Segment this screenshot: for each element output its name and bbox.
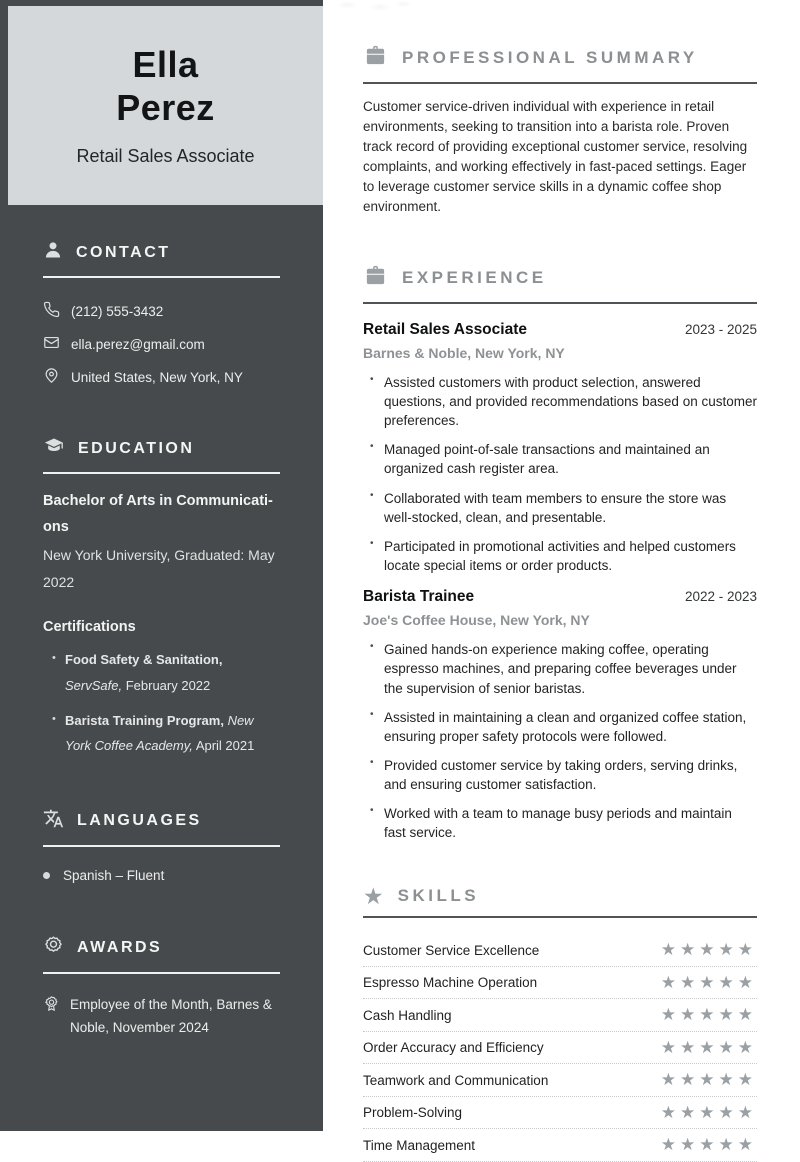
email-text: ella.perez@gmail.com: [71, 336, 205, 352]
summary-title: PROFESSIONAL SUMMARY: [402, 48, 698, 67]
cert-issuer: ServSafe,: [65, 677, 123, 693]
phone-icon: [43, 301, 60, 321]
certifications-title: Certifications: [43, 619, 136, 636]
job-bullet: • Assisted in maintaining a clean and organized coffee station, ensuring proper safety protocols were followed.: [363, 708, 757, 746]
job-title: Retail Sales Associate: [76, 145, 255, 166]
languages-section: [43, 808, 280, 883]
name-header: [8, 6, 323, 205]
job-dates: 2023 - 2025: [684, 321, 757, 337]
school: New York University, Graduated: May 2022: [43, 547, 275, 590]
skill-label: Time Management: [363, 1137, 476, 1153]
skill-row: [363, 999, 757, 1032]
award-text: Employee of the Month, Barnes & Noble, November 2024: [70, 996, 272, 1036]
skill-row: [363, 1129, 757, 1162]
experience-heading: [363, 264, 757, 304]
job-entry: [363, 588, 757, 842]
location-icon: [43, 367, 60, 387]
ribbon-icon: [43, 993, 60, 1020]
experience-section: [363, 264, 757, 843]
languages-heading: [43, 808, 280, 847]
languages-title: LANGUAGES: [77, 811, 202, 829]
name-line-1: Ella: [132, 44, 199, 86]
job-bullet: • Provided customer service by taking orders, serving drinks, and ensuring customer satisfaction.: [363, 756, 757, 794]
summary-heading: [363, 44, 757, 84]
briefcase-icon: [363, 44, 388, 72]
job-entry: [363, 321, 757, 575]
person-icon: [43, 240, 63, 265]
bullet-dot: [43, 872, 50, 879]
education-title: EDUCATION: [78, 439, 195, 457]
summary-text: Customer service-driven individual with experience in retail environments, seeking to transition into a barista role. Proven track record of providing exceptional customer service, resolving complaints, and working effectively in fast-paced settings. Eager to leverage customer service skills in a dynamic coffee shop environment.: [363, 99, 748, 214]
skill-rows: [363, 934, 757, 1162]
print-artifact: [335, 0, 413, 15]
email-icon: [43, 334, 60, 354]
contact-list: [43, 301, 280, 387]
contact-item-phone: [43, 301, 280, 321]
language-item: [43, 868, 280, 883]
experience-title: EXPERIENCE: [402, 267, 547, 287]
contact-item-location: [43, 367, 280, 387]
job-bullet: • Managed point-of-sale transactions and maintained an organized cash register area.: [363, 440, 757, 478]
contact-section: [43, 240, 280, 387]
job-company: Barnes & Noble, New York, NY: [363, 344, 565, 361]
translate-icon: [43, 808, 64, 834]
contact-item-email: [43, 334, 280, 354]
degree: [43, 488, 280, 540]
skill-rating-stars: ★★★★★: [660, 1102, 757, 1122]
degree-line-2: ons: [43, 519, 69, 536]
job-company: Joe's Coffee House, New York, NY: [363, 612, 590, 629]
cert-name: Food Safety & Sanitation,: [65, 652, 223, 668]
job-bullet: • Gained hands-on experience making coffee, operating espresso machines, and preparing coffee beverages under the supervision of senior baristas.: [363, 640, 757, 697]
job-bullet: • Worked with a team to manage busy periods and maintain fast service.: [363, 804, 757, 842]
job-role: Barista Trainee: [363, 588, 475, 606]
skill-row: [363, 934, 757, 967]
skills-section: [363, 882, 757, 1162]
skill-rating-stars: ★★★★★: [660, 1135, 757, 1155]
skill-rating-stars: ★★★★★: [660, 1070, 757, 1090]
name-line-2: Perez: [116, 86, 215, 128]
rosette-icon: [43, 935, 64, 961]
skill-row: [363, 967, 757, 1000]
certifications-list: [43, 647, 280, 758]
skill-row: [363, 1064, 757, 1097]
job-dates: 2022 - 2023: [684, 589, 757, 605]
sidebar: [0, 0, 323, 1131]
skill-row: [363, 1032, 757, 1065]
skill-label: Order Accuracy and Efficiency: [363, 1040, 544, 1056]
cert-issuer: New York Coffee Academy,: [65, 713, 254, 754]
awards-heading: [43, 935, 280, 974]
skill-label: Cash Handling: [363, 1007, 452, 1023]
skills-heading: [363, 882, 757, 919]
job-bullets: [363, 373, 757, 575]
certification-item: [43, 708, 280, 759]
skills-title: SKILLS: [397, 885, 480, 905]
main-content: [323, 0, 800, 1155]
skill-rating-stars: ★★★★★: [660, 1037, 757, 1057]
skill-label: Espresso Machine Operation: [363, 975, 538, 991]
skill-label: Teamwork and Communication: [363, 1072, 549, 1088]
skill-label: Customer Service Excellence: [363, 942, 540, 958]
job-bullet: • Assisted customers with product selection, answered questions, and provided recommendations based on customer preferences.: [363, 373, 757, 430]
cert-date: February 2022: [125, 677, 211, 693]
language-text: Spanish – Fluent: [63, 867, 165, 883]
awards-section: [43, 935, 280, 1040]
job-bullets: [363, 640, 757, 842]
language-list: [43, 868, 280, 883]
summary-section: [363, 44, 757, 217]
cert-date: April 2021: [195, 738, 255, 754]
skill-rating-stars: ★★★★★: [660, 972, 757, 992]
certification-item: [43, 647, 280, 698]
graduation-cap-icon: [43, 436, 65, 461]
skill-rating-stars: ★★★★★: [660, 1005, 757, 1025]
briefcase-icon: [363, 264, 388, 292]
awards-title: AWARDS: [77, 938, 163, 956]
star-icon: ★: [363, 882, 384, 909]
contact-heading: [43, 240, 280, 278]
cert-name: Barista Training Program,: [65, 713, 224, 729]
job-bullet: • Collaborated with team members to ensure the store was well-stocked, clean, and presentable.: [363, 489, 757, 527]
award-list: [43, 993, 280, 1040]
job-bullet: • Participated in promotional activities and helped customers locate special items or order products.: [363, 537, 757, 575]
award-item: [43, 993, 280, 1040]
skill-row: [363, 1097, 757, 1130]
education-section: [43, 436, 280, 759]
job-role: Retail Sales Associate: [363, 320, 527, 338]
location-text: United States, New York, NY: [71, 369, 243, 385]
skill-label: Problem-Solving: [363, 1105, 463, 1121]
degree-line-1: Bachelor of Arts in Communicati-: [43, 493, 273, 509]
education-heading: [43, 436, 280, 474]
contact-title: CONTACT: [76, 243, 171, 261]
skill-rating-stars: ★★★★★: [660, 940, 757, 960]
phone-text: (212) 555-3432: [71, 303, 164, 319]
